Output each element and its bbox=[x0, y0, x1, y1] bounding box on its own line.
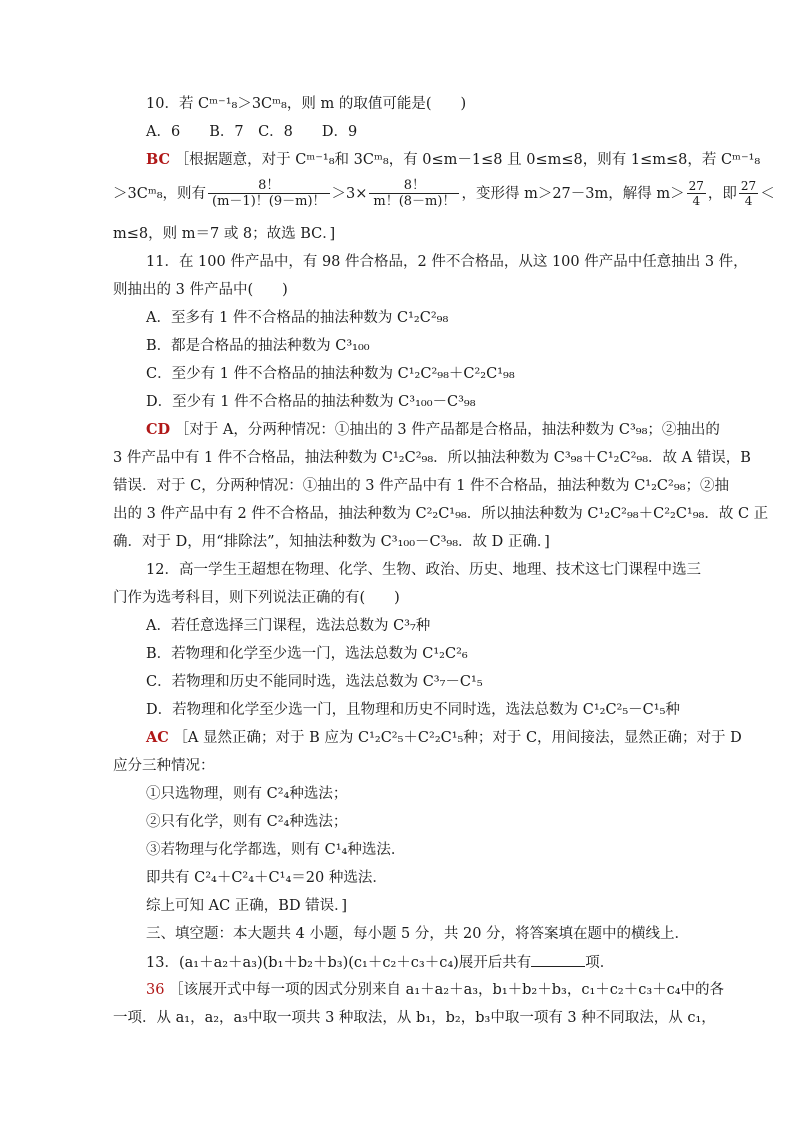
q10-fraction-2-denominator: m！(8－m)！ bbox=[369, 193, 459, 209]
q10-fraction-2 bbox=[369, 178, 459, 209]
q10-solution-text-1: ［根据题意，对于 Cᵐ⁻¹₈和 3Cᵐ₈，有 0≤m－1≤8 且 0≤m≤8，则有 1≤m≤8，若 Cᵐ⁻¹₈ bbox=[174, 152, 761, 168]
q12-solution-line-4: ②只有化学，则有 C²₄种选法； bbox=[146, 814, 348, 830]
q11-option-a: A．至多有 1 件不合格品的抽法种数为 C¹₂C²₉₈ bbox=[146, 310, 449, 326]
q10-solution-text-2d: ，即 bbox=[707, 185, 737, 202]
q10-fraction-3 bbox=[687, 179, 706, 208]
q13-solution-text-1: ［该展开式中每一项的因式分别来自 a₁＋a₂＋a₃，b₁＋b₂＋b₃，c₁＋c₂＋c₃＋c₄中的各 bbox=[169, 982, 725, 998]
q10-fraction-4 bbox=[739, 179, 758, 208]
q10-stem: 10．若 Cᵐ⁻¹₈＞3Cᵐ₈，则 m 的取值可能是( ) bbox=[146, 96, 467, 112]
q12-stem-line-1: 12．高一学生王超想在物理、化学、生物、政治、历史、地理、技术这七门课程中选三 bbox=[146, 562, 701, 578]
q10-fraction-4-numerator: 27 bbox=[740, 179, 757, 193]
q12-option-b: B．若物理和化学至少选一门，选法总数为 C¹₂C²₆ bbox=[146, 646, 468, 662]
q10-fraction-3-denominator: 4 bbox=[687, 193, 706, 208]
q10-solution-line-3: m≤8，则 m＝7 或 8；故选 BC．] bbox=[113, 226, 336, 242]
q12-answer: AC bbox=[146, 729, 169, 746]
q12-option-c: C．若物理和历史不能同时选，选法总数为 C³₇－C¹₅ bbox=[146, 674, 483, 690]
q12-solution-line-3: ①只选物理，则有 C²₄种选法； bbox=[146, 786, 348, 802]
q10-fraction-4-denominator: 4 bbox=[739, 193, 758, 208]
q10-solution-text-2b: ＞3× bbox=[331, 185, 368, 202]
q10-solution-line-2 bbox=[113, 178, 775, 209]
q10-fraction-1-denominator: (m－1)！(9－m)！ bbox=[208, 193, 329, 209]
q13-answer: 36 bbox=[146, 982, 165, 998]
q10-solution-text-2e: ＜ bbox=[760, 185, 775, 202]
q13-stem-text-a: 13．(a₁＋a₂＋a₃)(b₁＋b₂＋b₃)(c₁＋c₂＋c₃＋c₄)展开后共有 bbox=[146, 955, 532, 971]
q12-option-d: D．若物理和化学至少选一门，且物理和历史不同时选，选法总数为 C¹₂C²₅－C¹₅种 bbox=[146, 702, 680, 718]
q11-option-d: D．至少有 1 件不合格品的抽法种数为 C³₁₀₀－C³₉₈ bbox=[146, 394, 476, 410]
q13-stem-text-b: 项． bbox=[585, 955, 615, 971]
q11-solution-line-5: 确．对于 D，用“排除法”，知抽法种数为 C³₁₀₀－C³₉₈．故 D 正确．] bbox=[113, 534, 550, 550]
q11-option-c: C．至少有 1 件不合格品的抽法种数为 C¹₂C²₉₈＋C²₂C¹₉₈ bbox=[146, 366, 515, 382]
q12-option-a: A．若任意选择三门课程，选法总数为 C³₇种 bbox=[146, 618, 431, 634]
q12-solution-line-2: 应分三种情况： bbox=[113, 758, 215, 774]
q11-option-b: B．都是合格品的抽法种数为 C³₁₀₀ bbox=[146, 338, 370, 354]
q10-fraction-1-numerator: 8！ bbox=[258, 178, 280, 193]
q10-options: A．6 B．7 C．8 D．9 bbox=[146, 124, 358, 140]
q12-solution-line-7: 综上可知 AC 正确，BD 错误．] bbox=[146, 898, 348, 914]
q13-solution-line-1 bbox=[146, 980, 724, 1000]
q13-stem bbox=[146, 952, 614, 973]
q11-solution-text-1: ［对于 A，分两种情况：①抽出的 3 件产品都是合格品，抽法种数为 C³₉₈；②抽出的 bbox=[174, 422, 720, 438]
q12-solution-text-1: ［A 显然正确；对于 B 应为 C¹₂C²₅＋C²₂C¹₅种；对于 C，用间接法，显然正确；对于 D bbox=[173, 730, 742, 746]
q13-solution-line-2: 一项．从 a₁，a₂，a₃中取一项共 3 种取法，从 b₁，b₂，b₃中取一项有 3 种不同取法，从 c₁， bbox=[113, 1010, 716, 1026]
section-3-heading: 三、填空题：本大题共 4 小题，每小题 5 分，共 20 分，将答案填在题中的横线上． bbox=[146, 926, 690, 942]
q11-solution-line-2: 3 件产品中有 1 件不合格品，抽法种数为 C¹₂C²₉₈．所以抽法种数为 C³₉₈＋C¹₂C²₉₈．故 A 错误，B bbox=[113, 450, 751, 466]
q10-fraction-1 bbox=[208, 178, 329, 209]
q11-stem-line-1: 11．在 100 件产品中，有 98 件合格品，2 件不合格品，从这 100 件产品中任意抽出 3 件， bbox=[146, 254, 748, 270]
q11-solution-line-1 bbox=[146, 420, 720, 440]
q11-stem-line-2: 则抽出的 3 件产品中( ) bbox=[113, 282, 288, 298]
q13-answer-blank bbox=[531, 952, 585, 967]
q12-solution-line-6: 即共有 C²₄＋C²₄＋C¹₄＝20 种选法． bbox=[146, 870, 387, 886]
q10-solution-text-2c: ，变形得 m＞27－3m，解得 m＞ bbox=[461, 185, 685, 202]
q12-solution-line-5: ③若物理与化学都选，则有 C¹₄种选法． bbox=[146, 842, 406, 858]
q12-stem-line-2: 门作为选考科目，则下列说法正确的有( ) bbox=[113, 590, 400, 606]
q10-solution-line-1 bbox=[146, 150, 760, 170]
q12-solution-line-1 bbox=[146, 728, 742, 748]
q10-fraction-2-numerator: 8！ bbox=[403, 178, 426, 193]
q10-solution-text-2a: ＞3Cᵐ₈，则有 bbox=[113, 185, 207, 202]
q10-fraction-3-numerator: 27 bbox=[688, 179, 704, 193]
q11-answer: CD bbox=[146, 421, 171, 438]
q10-answer: BC bbox=[146, 151, 171, 168]
q11-solution-line-3: 错误．对于 C，分两种情况：①抽出的 3 件产品中有 1 件不合格品，抽法种数为 C¹₂C²₉₈；②抽 bbox=[113, 478, 729, 494]
q11-solution-line-4: 出的 3 件产品中有 2 件不合格品，抽法种数为 C²₂C¹₉₈．所以抽法种数为 C¹₂C²₉₈＋C²₂C¹₉₈．故 C 正 bbox=[113, 506, 769, 522]
